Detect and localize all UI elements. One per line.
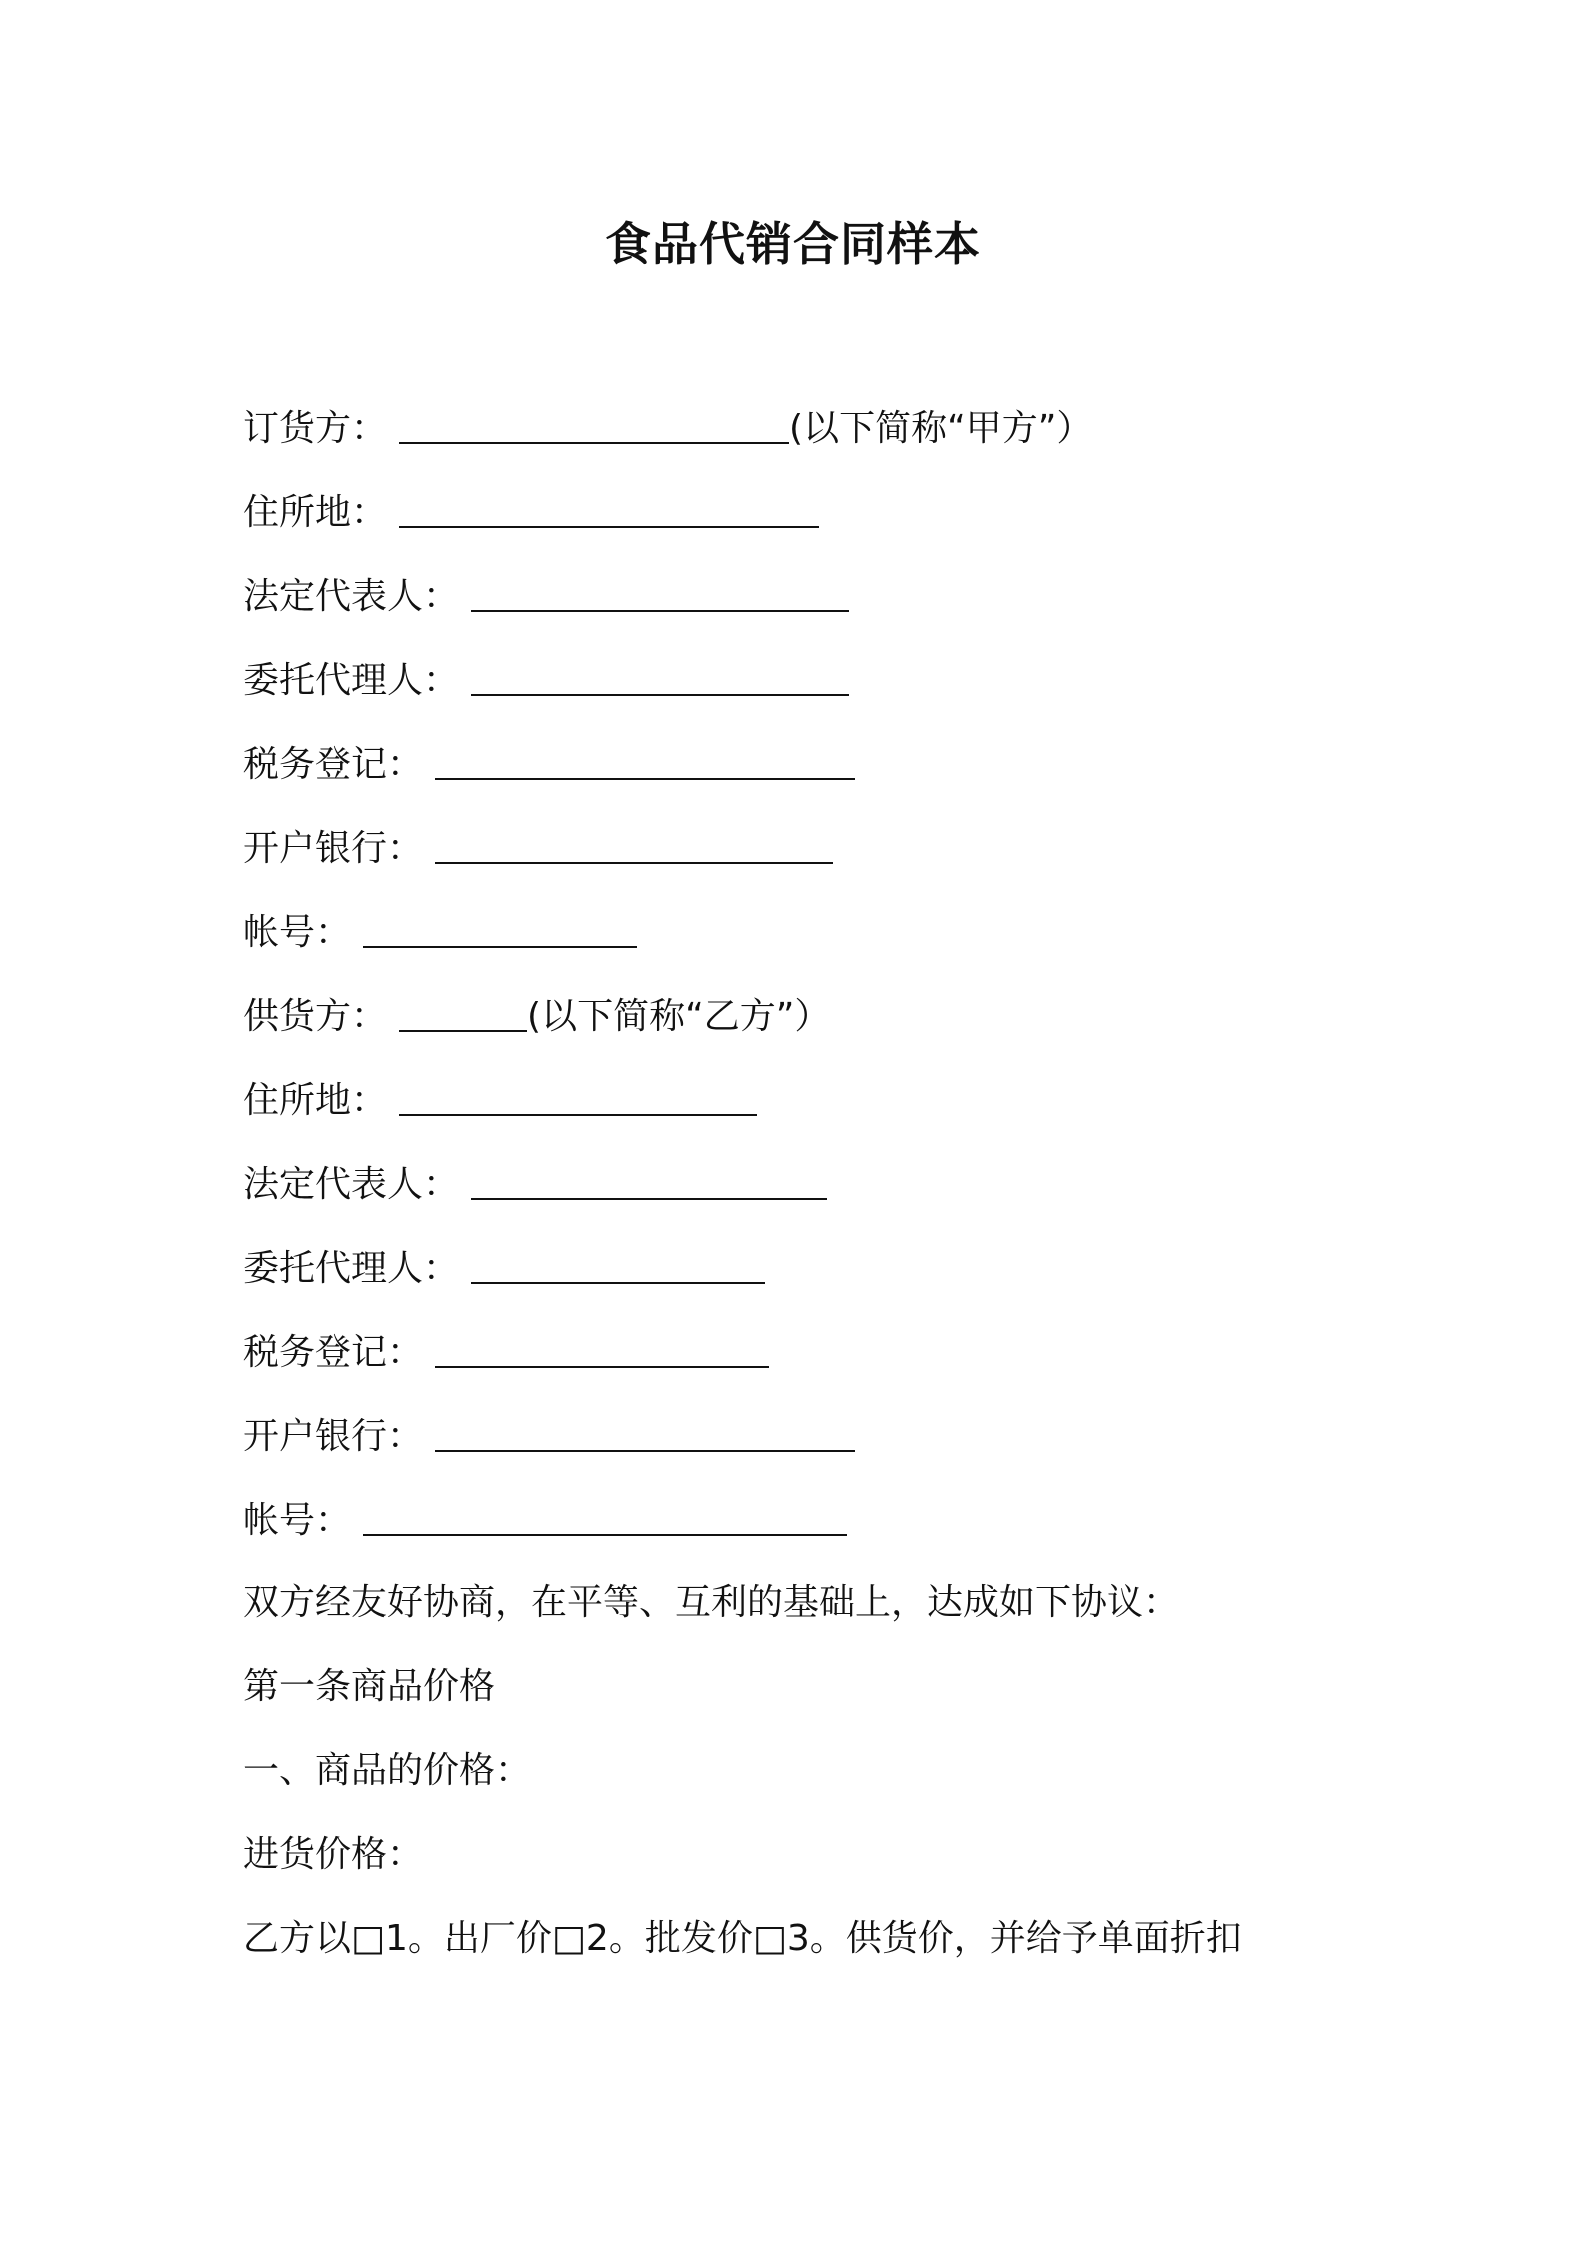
field-colon: ： — [351, 492, 388, 533]
field-label: 税务登记 — [243, 744, 388, 785]
field-line-buyer-agent — [243, 654, 1393, 738]
fill-in-blank[interactable] — [363, 910, 637, 948]
field-line-buyer-legal-rep — [243, 570, 1393, 654]
document-body — [243, 402, 1393, 1998]
field-label: 委托代理人 — [243, 660, 424, 701]
fill-in-blank[interactable] — [471, 574, 849, 612]
agreement-intro: 双方经友好协商，在平等、互利的基础上，达成如下协议： — [243, 1582, 1180, 1623]
field-label: 开户银行 — [243, 1416, 388, 1457]
field-label: 帐号 — [243, 1500, 316, 1541]
field-colon: ： — [423, 660, 460, 701]
field-colon: ： — [351, 408, 388, 449]
field-line-supplier-agent — [243, 1242, 1393, 1326]
fill-in-blank[interactable] — [471, 1162, 827, 1200]
field-label: 住所地 — [243, 492, 352, 533]
field-label: 帐号 — [243, 912, 316, 953]
field-line-supplier-legal-rep — [243, 1158, 1393, 1242]
field-colon: ： — [387, 744, 424, 785]
field-label: 订货方 — [243, 408, 352, 449]
field-colon: ： — [387, 1416, 424, 1457]
fill-in-blank[interactable] — [435, 742, 855, 780]
field-colon: ： — [387, 828, 424, 869]
fill-in-blank[interactable] — [399, 994, 527, 1032]
field-suffix: (以下简称“乙方”） — [527, 996, 831, 1037]
field-label: 法定代表人 — [243, 1164, 424, 1205]
field-label: 住所地 — [243, 1080, 352, 1121]
field-label: 税务登记 — [243, 1332, 388, 1373]
field-line-buyer-bank — [243, 822, 1393, 906]
section-heading: 一、商品的价格： — [243, 1750, 532, 1791]
fill-in-blank[interactable] — [399, 406, 789, 444]
field-colon: ： — [351, 996, 388, 1037]
field-colon: ： — [351, 1080, 388, 1121]
price-clause: 乙方以□1。出厂价□2。批发价□3。供货价，并给予单面折扣 — [243, 1918, 1242, 1959]
field-line-supplier-address — [243, 1074, 1393, 1158]
field-label: 开户银行 — [243, 828, 388, 869]
field-suffix: (以下简称“甲方”） — [789, 408, 1093, 449]
subsection-heading: 进货价格： — [243, 1834, 424, 1875]
field-label: 法定代表人 — [243, 576, 424, 617]
fill-in-blank[interactable] — [435, 1330, 769, 1368]
field-colon: ： — [423, 576, 460, 617]
article-heading: 第一条商品价格 — [243, 1666, 496, 1707]
field-line-supplier — [243, 990, 1393, 1074]
fill-in-blank[interactable] — [435, 826, 833, 864]
field-colon: ： — [315, 912, 352, 953]
fill-in-blank[interactable] — [471, 658, 849, 696]
field-label: 委托代理人 — [243, 1248, 424, 1289]
field-line-buyer-account — [243, 906, 1393, 990]
field-line-supplier-tax — [243, 1326, 1393, 1410]
field-line-buyer-address — [243, 486, 1393, 570]
fill-in-blank[interactable] — [435, 1414, 855, 1452]
field-label: 供货方 — [243, 996, 352, 1037]
field-colon: ： — [423, 1164, 460, 1205]
fill-in-blank[interactable] — [363, 1498, 847, 1536]
fill-in-blank[interactable] — [399, 1078, 757, 1116]
field-colon: ： — [423, 1248, 460, 1289]
fill-in-blank[interactable] — [471, 1246, 765, 1284]
document-title: 食品代销合同样本 — [605, 217, 981, 271]
field-colon: ： — [315, 1500, 352, 1541]
fill-in-blank[interactable] — [399, 490, 819, 528]
field-line-buyer — [243, 402, 1393, 486]
field-line-supplier-account — [243, 1494, 1393, 1578]
field-line-buyer-tax — [243, 738, 1393, 822]
field-colon: ： — [387, 1332, 424, 1373]
field-line-supplier-bank — [243, 1410, 1393, 1494]
